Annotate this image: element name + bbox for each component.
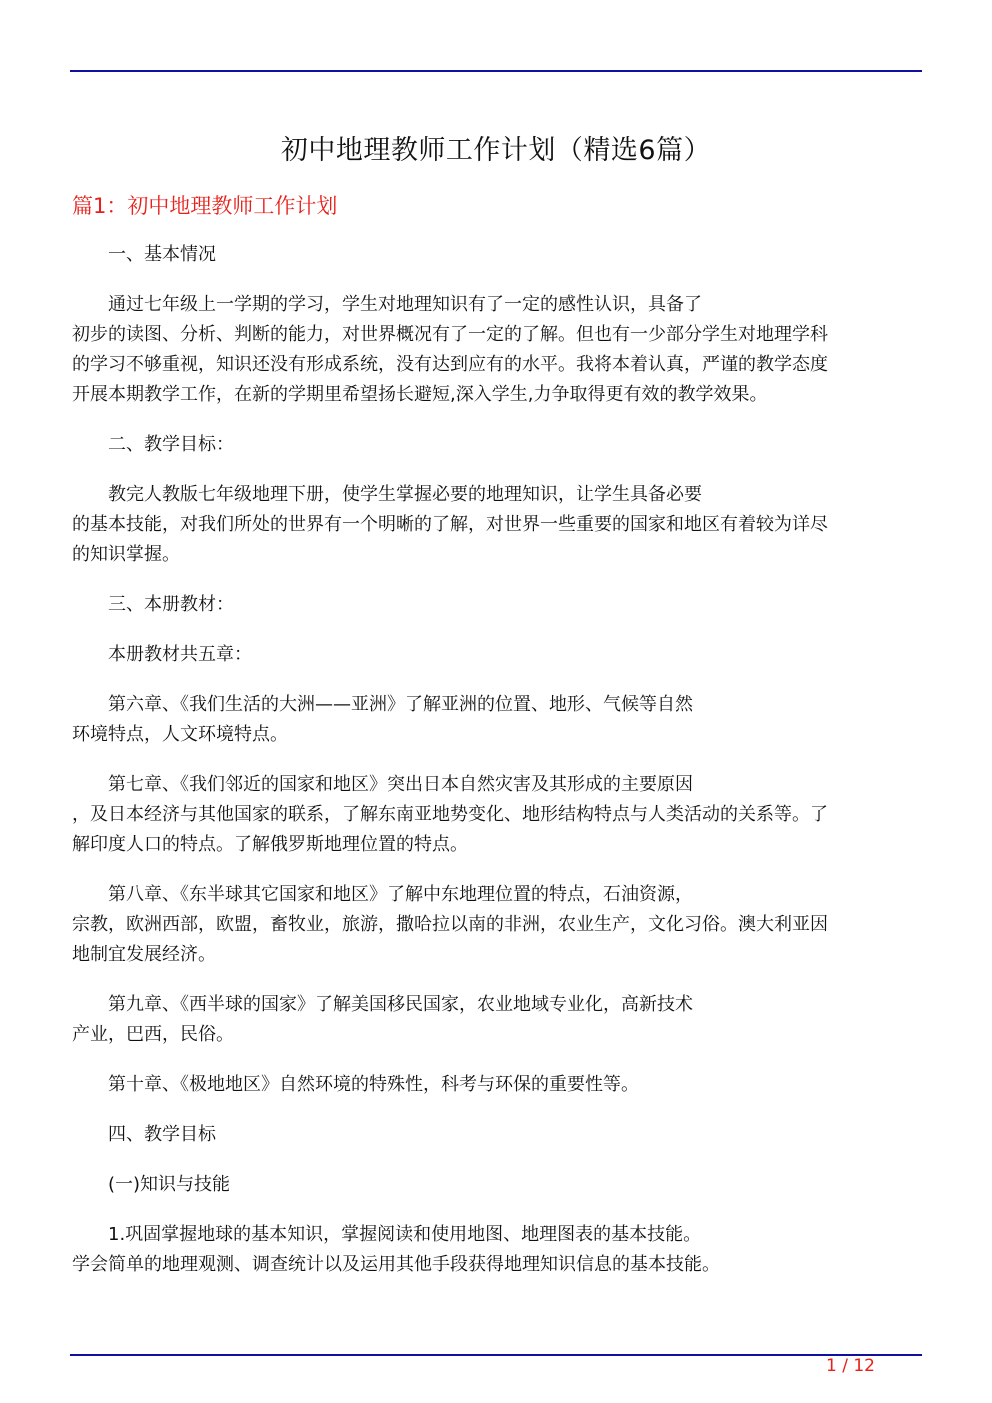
paragraph-line: 本册教材共五章： [108,644,252,665]
paragraph [72,1170,922,1200]
paragraph-line: (一)知识与技能 [108,1174,231,1195]
paragraph [72,990,922,1050]
paragraph [72,480,922,570]
paragraph-line: 二、教学目标： [108,434,234,455]
paragraph-line: 的知识掌握。 [72,544,180,565]
paragraph-line: 环境特点，人文环境特点。 [72,724,288,745]
paragraph-line: 解印度人口的特点。了解俄罗斯地理位置的特点。 [72,834,468,855]
paragraph-line: 宗教，欧洲西部，欧盟，畜牧业，旅游，撒哈拉以南的非洲，农业生产，文化习俗。澳大利亚因 [72,914,828,935]
paragraph-line: 第七章、《我们邻近的国家和地区》突出日本自然灾害及其形成的主要原因 [108,774,693,795]
paragraph-line: 1.巩固掌握地球的基本知识，掌握阅读和使用地图、地理图表的基本技能。 [108,1224,702,1245]
section-title: 篇1：初中地理教师工作计划 [72,194,338,218]
paragraph [72,640,922,670]
paragraph-line: 初步的读图、分析、判断的能力，对世界概况有了一定的了解。但也有一少部分学生对地理学科 [72,324,828,345]
paragraph-line: 第九章、《西半球的国家》了解美国移民国家，农业地域专业化，高新技术 [108,994,693,1015]
paragraph-line: 教完人教版七年级地理下册，使学生掌握必要的地理知识，让学生具备必要 [108,484,702,505]
paragraph [72,240,922,270]
paragraph [72,430,922,460]
paragraph-line: 通过七年级上一学期的学习，学生对地理知识有了一定的感性认识，具备了 [108,294,702,315]
paragraph [72,1070,922,1100]
paragraph-line: 地制宜发展经济。 [72,944,216,965]
paragraph-line: ，及日本经济与其他国家的联系，了解东南亚地势变化、地形结构特点与人类活动的关系等。了 [72,804,828,825]
page-indicator: 1 / 12 [826,1356,875,1376]
paragraph-line: 开展本期教学工作，在新的学期里希望扬长避短,深入学生,力争取得更有效的教学效果。 [72,384,768,405]
paragraph-line: 第六章、《我们生活的大洲——亚洲》了解亚洲的位置、地形、气候等自然 [108,694,693,715]
paragraph [72,690,922,750]
paragraph [72,880,922,970]
paragraph-line: 第八章、《东半球其它国家和地区》了解中东地理位置的特点，石油资源， [108,884,693,905]
header-rule [70,70,922,72]
document-title: 初中地理教师工作计划（精选6篇） [280,135,712,166]
paragraph-line: 的学习不够重视，知识还没有形成系统，没有达到应有的水平。我将本着认真，严谨的教学态度 [72,354,828,375]
paragraph-line: 四、教学目标 [108,1124,216,1145]
paragraph [72,590,922,620]
paragraph-line: 三、本册教材： [108,594,234,615]
paragraph [72,290,922,410]
paragraph [72,770,922,860]
paragraph-line: 的基本技能，对我们所处的世界有一个明晰的了解，对世界一些重要的国家和地区有着较为详尽 [72,514,828,535]
paragraph-line: 一、基本情况 [108,244,216,265]
paragraph [72,1120,922,1150]
document-body [72,240,922,1300]
footer-rule [70,1354,922,1356]
paragraph-line: 产业，巴西，民俗。 [72,1024,234,1045]
paragraph-line: 学会简单的地理观测、调查统计以及运用其他手段获得地理知识信息的基本技能。 [72,1254,720,1275]
paragraph-line: 第十章、《极地地区》自然环境的特殊性，科考与环保的重要性等。 [108,1074,639,1095]
paragraph [72,1220,922,1280]
